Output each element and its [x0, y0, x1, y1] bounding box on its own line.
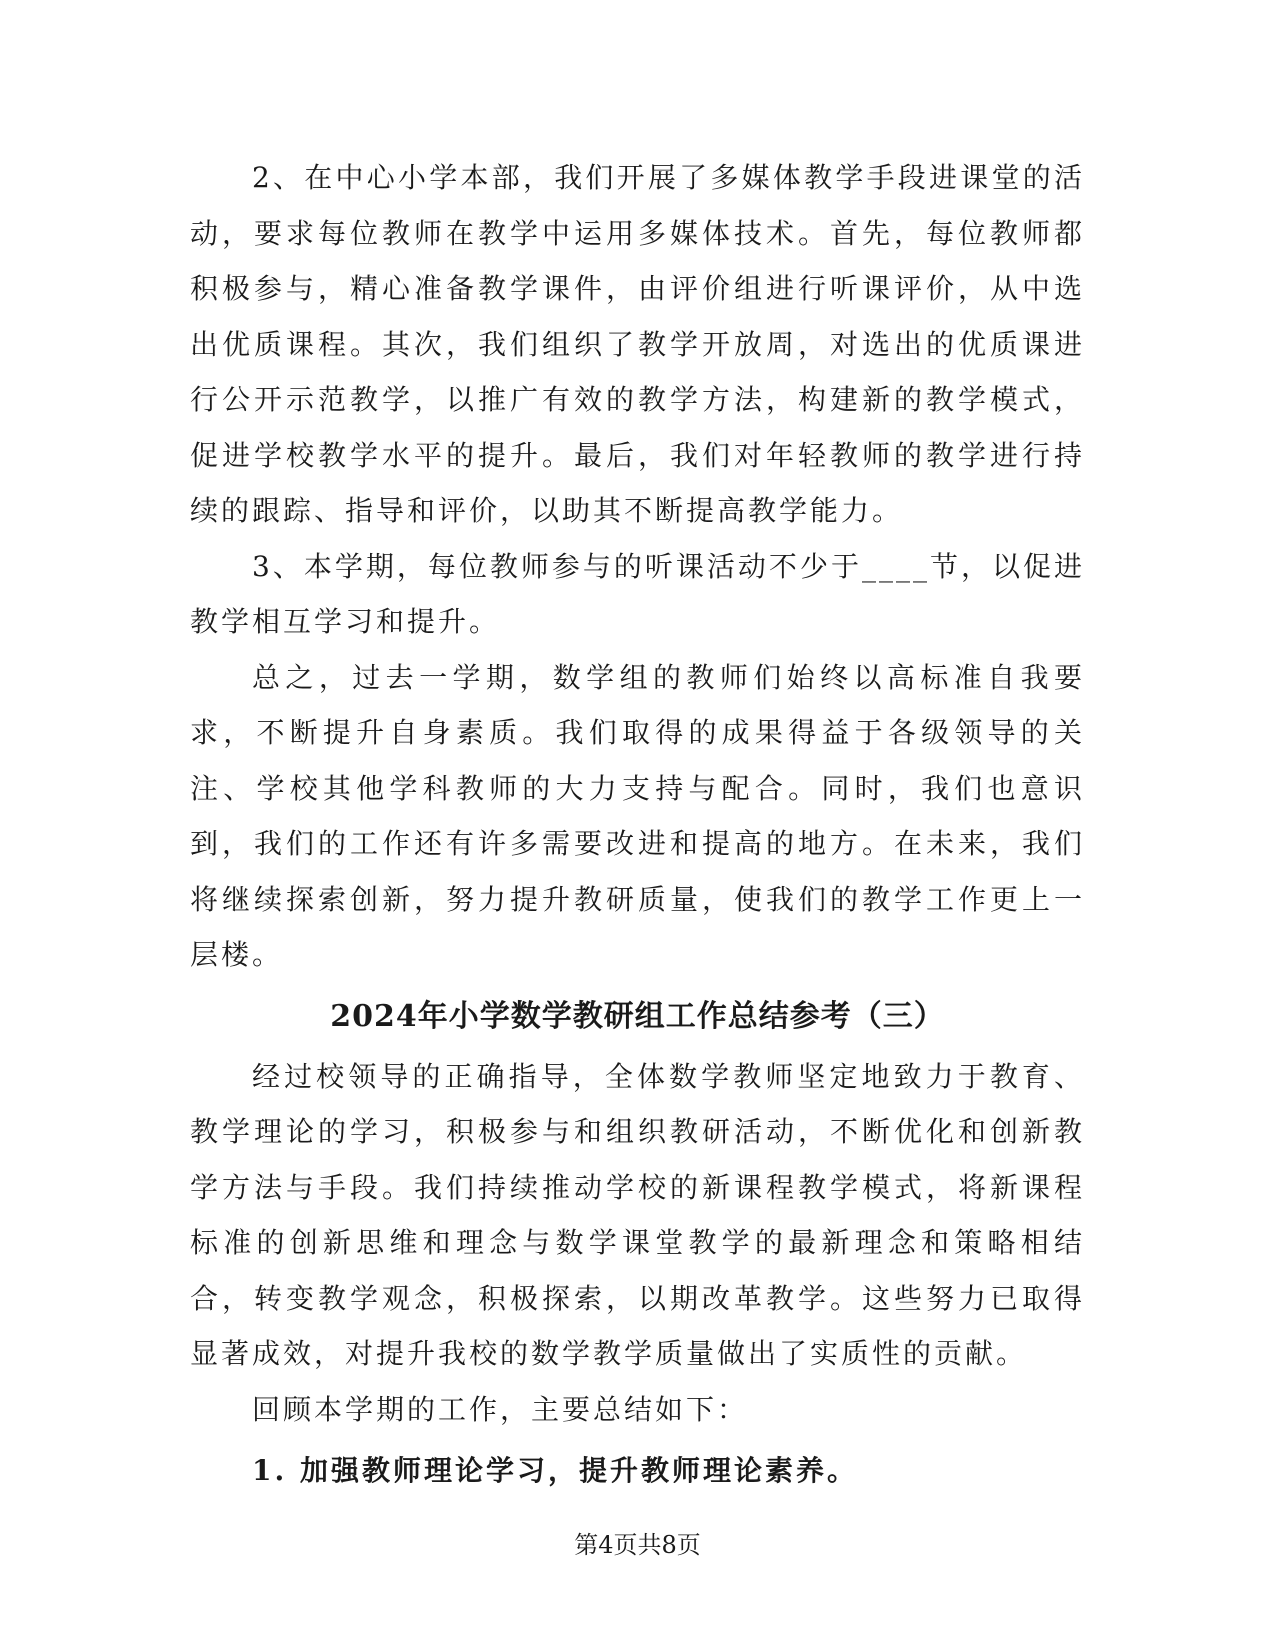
paragraph-review: 回顾本学期的工作，主要总结如下：	[252, 1392, 749, 1426]
document-body	[190, 150, 1085, 1499]
paragraph-item-3: 3、本学期，每位教师参与的听课活动不少于____节，以促进教学相互学习和提升。	[190, 549, 1085, 638]
page-number: 第4页共8页	[574, 1531, 701, 1559]
paragraph-item-2: 2、在中心小学本部，我们开展了多媒体教学手段进课堂的活动，要求每位教师在教学中运用多媒体技术。首先，每位教师都积极参与，精心准备教学课件，由评价组进行听课评价，从中选出优质课程。其次，我们组织了教学开放周，对选出的优质课进行公开示范教学，以推广有效的教学方法，构建新的教学模式，促进学校教学水平的提升。最后，我们对年轻教师的教学进行持续的跟踪、指导和评价，以助其不断提高教学能力。	[190, 161, 1085, 527]
sub-heading-theory: 1. 加强教师理论学习，提升教师理论素养。	[252, 1454, 858, 1487]
paragraph-summary: 总之，过去一学期，数学组的教师们始终以高标准自我要求，不断提升自身素质。我们取得的成果得益于各级领导的关注、学校其他学科教师的大力支持与配合。同时，我们也意识到，我们的工作还有许多需要改进和提高的地方。在未来，我们将继续探索创新，努力提升教研质量，使我们的教学工作更上一层楼。	[190, 660, 1085, 971]
section-title: 2024年小学数学教研组工作总结参考（三）	[330, 998, 945, 1034]
paragraph-intro: 经过校领导的正确指导，全体数学教师坚定地致力于教育、教学理论的学习，积极参与和组织教研活动，不断优化和创新教学方法与手段。我们持续推动学校的新课程教学模式，将新课程标准的创新思维和理念与数学课堂教学的最新理念和策略相结合，转变教学观念，积极探索，以期改革教学。这些努力已取得显著成效，对提升我校的数学教学质量做出了实质性的贡献。	[190, 1059, 1085, 1370]
